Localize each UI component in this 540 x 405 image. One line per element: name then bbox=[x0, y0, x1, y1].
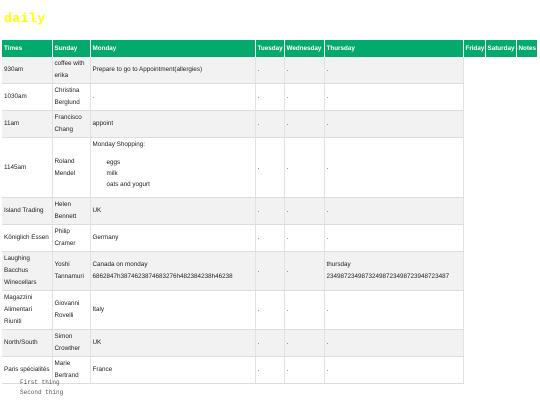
list-item: milk bbox=[106, 170, 118, 177]
sunday-cell: Francisco Chang bbox=[52, 111, 90, 138]
times-cell: Laughing Bacchus Winecellars bbox=[2, 252, 52, 291]
wednesday-cell: . bbox=[284, 84, 324, 111]
sunday-cell: Simon Crowther bbox=[52, 330, 90, 357]
empty-cell bbox=[463, 138, 537, 198]
monday-cell: Germany bbox=[90, 225, 255, 252]
header-wednesday: Wednesday bbox=[284, 40, 324, 57]
tuesday-cell: . bbox=[255, 84, 284, 111]
header-tuesday: Tuesday bbox=[255, 40, 284, 57]
header-friday: Friday bbox=[463, 40, 485, 57]
thursday-cell bbox=[324, 252, 463, 291]
header-saturday: Saturday bbox=[485, 40, 516, 57]
schedule-table bbox=[2, 40, 538, 384]
table-row bbox=[2, 330, 537, 357]
shopping-list bbox=[93, 157, 253, 190]
monday-line-1: Canada on monday bbox=[92, 261, 148, 268]
wednesday-cell: . bbox=[284, 111, 324, 138]
monday-cell: . bbox=[90, 84, 255, 111]
shopping-list-title: Monday Shopping: bbox=[92, 141, 146, 148]
monday-cell: appoint bbox=[90, 111, 255, 138]
empty-cell bbox=[463, 84, 537, 111]
list-item: Second thing bbox=[20, 389, 64, 396]
empty-cell bbox=[463, 57, 537, 84]
tuesday-cell: . bbox=[255, 330, 284, 357]
thursday-line-1: thursday bbox=[326, 261, 351, 268]
monday-cell: UK bbox=[90, 330, 255, 357]
table-row bbox=[2, 57, 537, 84]
monday-cell: Italy bbox=[90, 291, 255, 330]
monday-cell bbox=[90, 252, 255, 291]
empty-cell bbox=[463, 225, 537, 252]
thursday-cell: . bbox=[324, 330, 463, 357]
thursday-cell: . bbox=[324, 291, 463, 330]
header-sunday: Sunday bbox=[52, 40, 90, 57]
thursday-cell: . bbox=[324, 111, 463, 138]
thursday-line-2: 2349872349873249872349872394872348​7 bbox=[326, 273, 450, 280]
table-row bbox=[2, 198, 537, 225]
times-cell: North/South bbox=[2, 330, 52, 357]
table-row bbox=[2, 252, 537, 291]
monday-cell: UK bbox=[90, 198, 255, 225]
wednesday-cell: . bbox=[284, 198, 324, 225]
sunday-cell: Christina Berglund bbox=[52, 84, 90, 111]
table-row bbox=[2, 225, 537, 252]
wednesday-cell: . bbox=[284, 291, 324, 330]
monday-cell: France bbox=[90, 357, 255, 384]
tuesday-cell: . bbox=[255, 57, 284, 84]
wednesday-cell: . bbox=[284, 57, 324, 84]
footer-list bbox=[20, 378, 63, 398]
table-row bbox=[2, 357, 537, 384]
tuesday-cell: . bbox=[255, 225, 284, 252]
empty-cell bbox=[463, 198, 537, 225]
times-cell: 930am bbox=[2, 57, 52, 84]
empty-cell bbox=[463, 252, 537, 291]
times-cell: Paris spécialités bbox=[2, 357, 52, 384]
wednesday-cell: . bbox=[284, 138, 324, 198]
times-cell: 11am bbox=[2, 111, 52, 138]
sunday-cell: Yoshi Tannamuri bbox=[52, 252, 90, 291]
table-row bbox=[2, 84, 537, 111]
header-notes: Notes bbox=[516, 40, 537, 57]
sunday-cell: Marie Bertrand bbox=[52, 357, 90, 384]
empty-cell bbox=[463, 111, 537, 138]
thursday-cell: . bbox=[324, 198, 463, 225]
empty-cell bbox=[463, 291, 537, 330]
header-thursday: Thursday bbox=[324, 40, 463, 57]
table-row bbox=[2, 291, 537, 330]
table-row bbox=[2, 138, 537, 198]
thursday-cell: . bbox=[324, 138, 463, 198]
empty-cell bbox=[463, 357, 537, 384]
empty-cell bbox=[463, 330, 537, 357]
tuesday-cell: . bbox=[255, 138, 284, 198]
sunday-cell: Roland Mendel bbox=[52, 138, 90, 198]
sunday-cell: coffee with erika bbox=[52, 57, 90, 84]
thursday-cell: . bbox=[324, 357, 463, 384]
table-row bbox=[2, 111, 537, 138]
list-item: eggs bbox=[106, 159, 121, 166]
thursday-cell: . bbox=[324, 225, 463, 252]
wednesday-cell: . bbox=[284, 252, 324, 291]
tuesday-cell: . bbox=[255, 198, 284, 225]
tuesday-cell: . bbox=[255, 357, 284, 384]
sunday-cell: Helen Bennett bbox=[52, 198, 90, 225]
monday-cell bbox=[90, 138, 255, 198]
times-cell: 1030am bbox=[2, 84, 52, 111]
wednesday-cell: . bbox=[284, 330, 324, 357]
list-item: First thing bbox=[20, 379, 60, 386]
times-cell: Königlich Essen bbox=[2, 225, 52, 252]
wednesday-cell: . bbox=[284, 357, 324, 384]
times-cell: Island Trading bbox=[2, 198, 52, 225]
monday-cell: Prepare to go to Appointment(allergies) bbox=[90, 57, 255, 84]
tuesday-cell: . bbox=[255, 111, 284, 138]
thursday-cell: . bbox=[324, 84, 463, 111]
times-cell: 1145am bbox=[2, 138, 52, 198]
tuesday-cell: . bbox=[255, 252, 284, 291]
thursday-cell: . bbox=[324, 57, 463, 84]
list-item: oats and yogurt bbox=[106, 181, 150, 188]
header-row bbox=[2, 40, 537, 57]
times-cell: Magazzini Alimentari Riuniti bbox=[2, 291, 52, 330]
header-times: Times bbox=[2, 40, 52, 57]
page-title: daily bbox=[4, 11, 46, 26]
header-monday: Monday bbox=[90, 40, 255, 57]
sunday-cell: Philip Cramer bbox=[52, 225, 90, 252]
wednesday-cell: . bbox=[284, 225, 324, 252]
sunday-cell: Giovanni Rovelli bbox=[52, 291, 90, 330]
tuesday-cell: . bbox=[255, 291, 284, 330]
monday-line-2: 6862847h3874623874683276h482384238h46238 bbox=[92, 273, 233, 280]
